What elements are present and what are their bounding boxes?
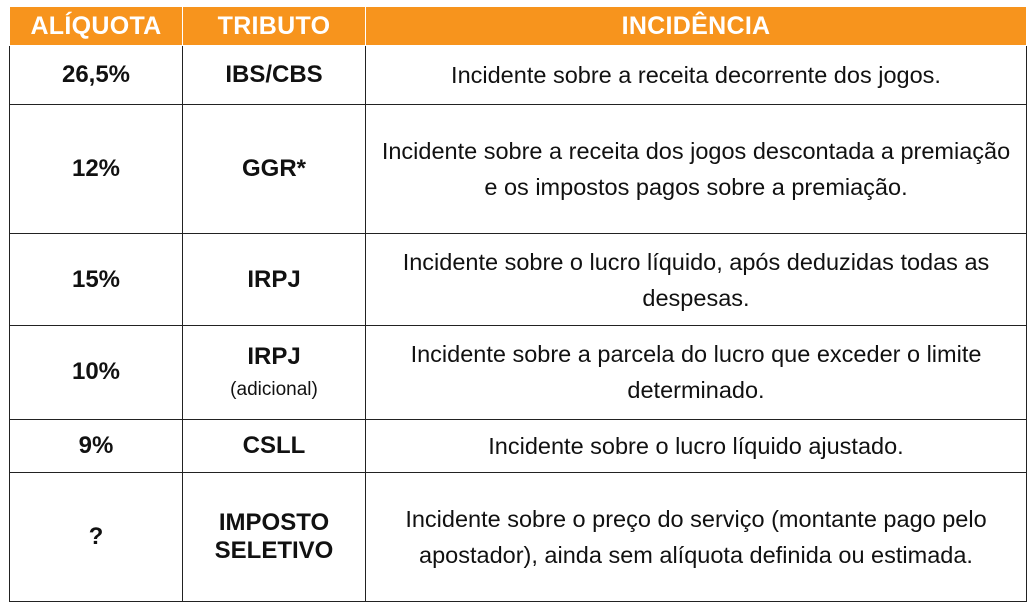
tributo-cell (183, 419, 366, 472)
aliquota-cell: 12% (10, 105, 183, 234)
tributo-cell (183, 234, 366, 326)
aliquota-cell: 9% (10, 419, 183, 472)
tributo-name: IBS/CBS (225, 61, 323, 89)
aliquota-cell: 15% (10, 234, 183, 326)
incidencia-cell: Incidente sobre a parcela do lucro que exceder o limite determinado. (366, 326, 1027, 420)
tributo-name: IRPJ (247, 265, 301, 293)
table-row (10, 234, 1027, 326)
table-row (10, 105, 1027, 234)
tributo-name: IMPOSTO SELETIVO (214, 508, 334, 564)
table-row (10, 326, 1027, 420)
tax-table (9, 6, 1027, 602)
table-row (10, 419, 1027, 472)
table-row (10, 46, 1027, 105)
tributo-subtitle: (adicional) (230, 379, 318, 401)
aliquota-cell: ? (10, 472, 183, 601)
incidencia-cell: Incidente sobre o lucro líquido ajustado. (366, 419, 1027, 472)
header-incidencia: INCIDÊNCIA (366, 7, 1027, 46)
aliquota-cell: 26,5% (10, 46, 183, 105)
tributo-name: CSLL (242, 431, 306, 459)
tributo-name: IRPJ (247, 343, 301, 371)
tributo-cell (183, 46, 366, 105)
header-tributo: TRIBUTO (183, 7, 366, 46)
aliquota-cell: 10% (10, 326, 183, 420)
incidencia-cell: Incidente sobre o lucro líquido, após deduzidas todas as despesas. (366, 234, 1027, 326)
tributo-name: GGR* (241, 155, 306, 183)
header-row (10, 7, 1027, 46)
incidencia-cell: Incidente sobre a receita dos jogos descontada a premiação e os impostos pagos sobre a premiação. (366, 105, 1027, 234)
tributo-cell (183, 326, 366, 420)
header-aliquota: ALÍQUOTA (10, 7, 183, 46)
tributo-cell (183, 105, 366, 234)
tributo-cell (183, 472, 366, 601)
table-row (10, 472, 1027, 601)
incidencia-cell: Incidente sobre a receita decorrente dos jogos. (366, 46, 1027, 105)
incidencia-cell: Incidente sobre o preço do serviço (montante pago pelo apostador), ainda sem alíquota definida ou estimada. (366, 472, 1027, 601)
